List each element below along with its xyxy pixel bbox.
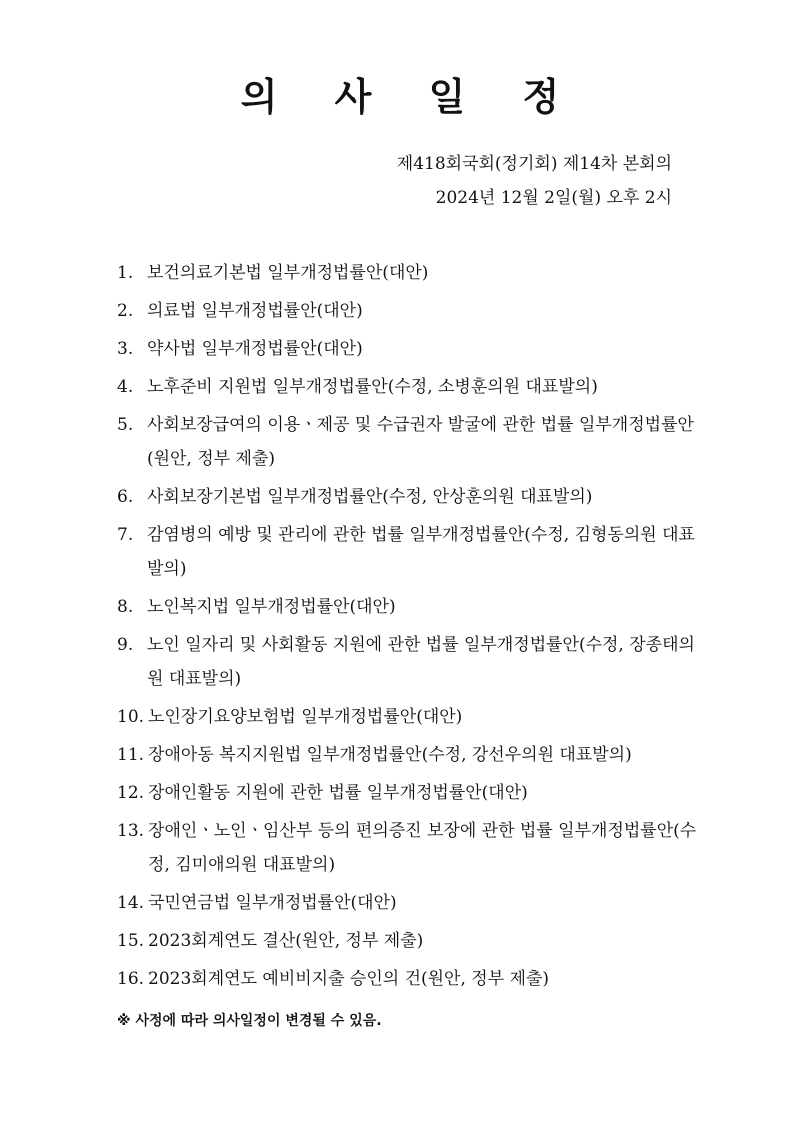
agenda-item-text: 장애인활동 지원에 관한 법률 일부개정법률안(대안) bbox=[148, 783, 528, 803]
agenda-item bbox=[117, 924, 697, 958]
agenda-item-number: 15. bbox=[117, 931, 145, 951]
agenda-item bbox=[117, 408, 697, 476]
agenda-item-number: 2. bbox=[117, 301, 134, 321]
agenda-item bbox=[117, 518, 697, 586]
agenda-item bbox=[117, 700, 697, 734]
agenda-item bbox=[117, 776, 697, 810]
agenda-item-text: 감염병의 예방 및 관리에 관한 법률 일부개정법률안(수정, 김형동의원 대표발의) bbox=[147, 525, 695, 579]
agenda-item bbox=[117, 590, 697, 624]
session-datetime: 2024년 12월 2일(월) 오후 2시 bbox=[435, 188, 672, 208]
agenda-item bbox=[117, 480, 697, 514]
agenda-item-text: 사회보장급여의 이용ㆍ제공 및 수급권자 발굴에 관한 법률 일부개정법률안(원안, 정부 제출) bbox=[147, 415, 694, 469]
agenda-item-number: 7. bbox=[117, 525, 134, 545]
agenda-item bbox=[117, 628, 697, 696]
agenda-item-text: 보건의료기본법 일부개정법률안(대안) bbox=[147, 263, 429, 283]
agenda-item-text: 2023회계연도 결산(원안, 정부 제출) bbox=[148, 931, 424, 951]
agenda-item bbox=[117, 962, 697, 996]
agenda-item bbox=[117, 256, 697, 290]
agenda-item bbox=[117, 332, 697, 366]
footnote: ※ 사정에 따라 의사일정이 변경될 수 있음. bbox=[117, 1013, 382, 1029]
agenda-item-number: 8. bbox=[117, 597, 134, 617]
agenda-item-number: 10. bbox=[117, 707, 145, 727]
agenda-list bbox=[117, 256, 697, 1000]
agenda-item-text: 노인복지법 일부개정법률안(대안) bbox=[147, 597, 396, 617]
agenda-item-text: 장애아동 복지지원법 일부개정법률안(수정, 강선우의원 대표발의) bbox=[148, 745, 632, 765]
agenda-item-text: 2023회계연도 예비비지출 승인의 건(원안, 정부 제출) bbox=[148, 969, 550, 989]
agenda-item-number: 5. bbox=[117, 415, 134, 435]
agenda-item-number: 11. bbox=[117, 745, 145, 765]
agenda-item bbox=[117, 814, 697, 882]
agenda-item-text: 사회보장기본법 일부개정법률안(수정, 안상훈의원 대표발의) bbox=[147, 487, 593, 507]
agenda-item-number: 9. bbox=[117, 635, 134, 655]
agenda-item-text: 국민연금법 일부개정법률안(대안) bbox=[148, 893, 397, 913]
agenda-item bbox=[117, 886, 697, 920]
agenda-item-text: 의료법 일부개정법률안(대안) bbox=[147, 301, 363, 321]
agenda-item-text: 노인장기요양보험법 일부개정법률안(대안) bbox=[148, 707, 463, 727]
agenda-item-number: 14. bbox=[117, 893, 145, 913]
agenda-item-text: 장애인ㆍ노인ㆍ임산부 등의 편의증진 보장에 관한 법률 일부개정법률안(수정, 김미애의원 대표발의) bbox=[148, 821, 697, 875]
agenda-item-number: 1. bbox=[117, 263, 134, 283]
session-info bbox=[397, 147, 672, 215]
agenda-item bbox=[117, 294, 697, 328]
agenda-item-number: 13. bbox=[117, 821, 145, 841]
agenda-item bbox=[117, 738, 697, 772]
agenda-item-number: 3. bbox=[117, 339, 134, 359]
agenda-item-text: 약사법 일부개정법률안(대안) bbox=[147, 339, 363, 359]
page-title: 의 사 일 정 bbox=[240, 75, 582, 119]
agenda-item-number: 4. bbox=[117, 377, 134, 397]
agenda-item-number: 6. bbox=[117, 487, 134, 507]
agenda-item-text: 노인 일자리 및 사회활동 지원에 관한 법률 일부개정법률안(수정, 장종태의원 대표발의) bbox=[147, 635, 695, 689]
agenda-item-number: 16. bbox=[117, 969, 145, 989]
agenda-item bbox=[117, 370, 697, 404]
agenda-item-text: 노후준비 지원법 일부개정법률안(수정, 소병훈의원 대표발의) bbox=[147, 377, 598, 397]
session-name: 제418회국회(정기회) 제14차 본회의 bbox=[396, 154, 672, 174]
agenda-item-number: 12. bbox=[117, 783, 145, 803]
